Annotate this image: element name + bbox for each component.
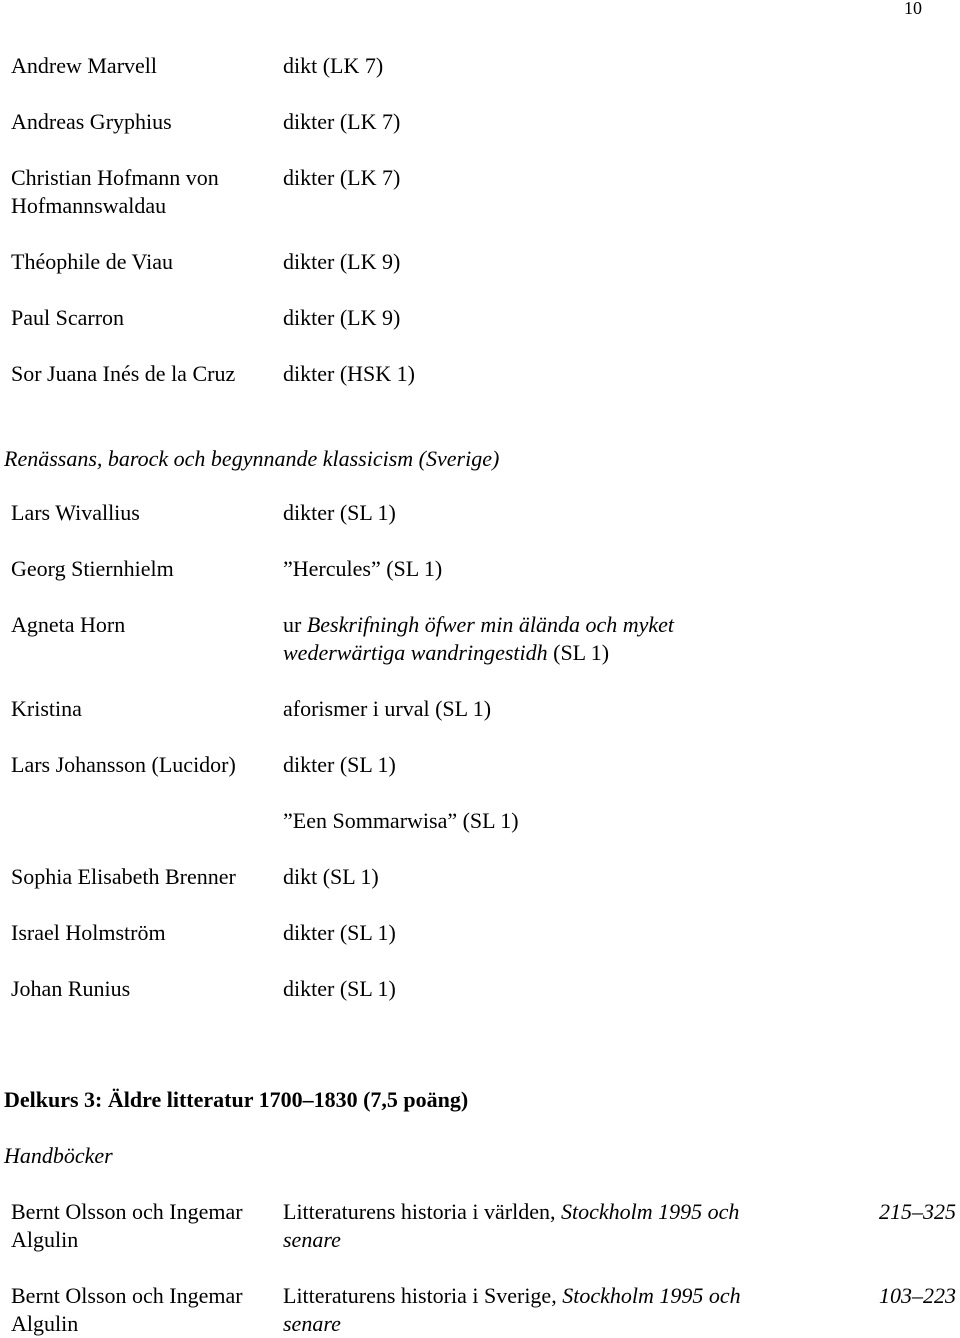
author-name: Kristina bbox=[11, 696, 82, 721]
page-number: 10 bbox=[904, 0, 922, 18]
book-author: Bernt Olsson och Ingemar bbox=[11, 1283, 243, 1308]
author-name: Georg Stiernhielm bbox=[11, 556, 174, 581]
work-title: dikter (SL 1) bbox=[283, 500, 396, 525]
work-title: dikt (SL 1) bbox=[283, 864, 379, 889]
book-publication-continued: senare bbox=[283, 1227, 341, 1252]
author-name: Sophia Elisabeth Brenner bbox=[11, 864, 236, 889]
author-name: Agneta Horn bbox=[11, 612, 126, 637]
author-name: Johan Runius bbox=[11, 976, 131, 1001]
work-title: dikter (SL 1) bbox=[283, 976, 396, 1001]
book-publication-continued: senare bbox=[283, 1311, 341, 1336]
page-range: 103–223 bbox=[879, 1283, 956, 1308]
author-name: Israel Holmström bbox=[11, 920, 166, 945]
book-publication: Stockholm 1995 och bbox=[555, 1199, 740, 1224]
work-title: ”Een Sommarwisa” (SL 1) bbox=[283, 808, 519, 833]
author-name: Sor Juana Inés de la Cruz bbox=[11, 361, 236, 386]
subsection-heading: Handböcker bbox=[4, 1143, 113, 1168]
author-name: Andreas Gryphius bbox=[11, 109, 172, 134]
book-title bbox=[283, 1198, 739, 1226]
work-title: dikter (HSK 1) bbox=[283, 361, 415, 386]
work-title: aforismer i urval (SL 1) bbox=[283, 696, 492, 721]
work-title-italic: Beskrifningh öfwer min älända och myket bbox=[306, 612, 675, 637]
book-title-text: Litteraturens historia i Sverige, bbox=[283, 1283, 557, 1308]
author-name-continued: Hofmannswaldau bbox=[11, 193, 167, 218]
work-title: dikt (LK 7) bbox=[283, 53, 384, 78]
work-suffix: (SL 1) bbox=[547, 640, 610, 665]
work-title: dikter (LK 7) bbox=[283, 109, 401, 134]
work-prefix: ur bbox=[283, 612, 307, 637]
book-author-continued: Algulin bbox=[11, 1227, 79, 1252]
work-title: dikter (LK 9) bbox=[283, 305, 401, 330]
work-title: dikter (LK 9) bbox=[283, 249, 401, 274]
work-title-italic: wederwärtiga wandringestidh bbox=[283, 640, 548, 665]
work-title: dikter (LK 7) bbox=[283, 165, 401, 190]
book-title bbox=[283, 1282, 741, 1310]
author-name: Lars Johansson (Lucidor) bbox=[11, 752, 236, 777]
book-author: Bernt Olsson och Ingemar bbox=[11, 1199, 243, 1224]
page-range: 215–325 bbox=[879, 1199, 956, 1224]
book-author-continued: Algulin bbox=[11, 1311, 79, 1336]
work-title bbox=[283, 611, 674, 639]
author-name: Lars Wivallius bbox=[11, 500, 140, 525]
book-title-text: Litteraturens historia i världen, bbox=[283, 1199, 556, 1224]
work-title: ”Hercules” (SL 1) bbox=[283, 556, 443, 581]
author-name: Paul Scarron bbox=[11, 305, 125, 330]
work-title-continued bbox=[283, 639, 609, 667]
section-heading: Renässans, barock och begynnande klassicism (Sverige) bbox=[4, 446, 500, 471]
work-title: dikter (SL 1) bbox=[283, 920, 396, 945]
author-name: Théophile de Viau bbox=[11, 249, 174, 274]
course-heading: Delkurs 3: Äldre litteratur 1700–1830 (7,5 poäng) bbox=[4, 1087, 469, 1112]
author-name: Christian Hofmann von bbox=[11, 165, 219, 190]
author-name: Andrew Marvell bbox=[11, 53, 158, 78]
book-publication: Stockholm 1995 och bbox=[556, 1283, 741, 1308]
work-title: dikter (SL 1) bbox=[283, 752, 396, 777]
